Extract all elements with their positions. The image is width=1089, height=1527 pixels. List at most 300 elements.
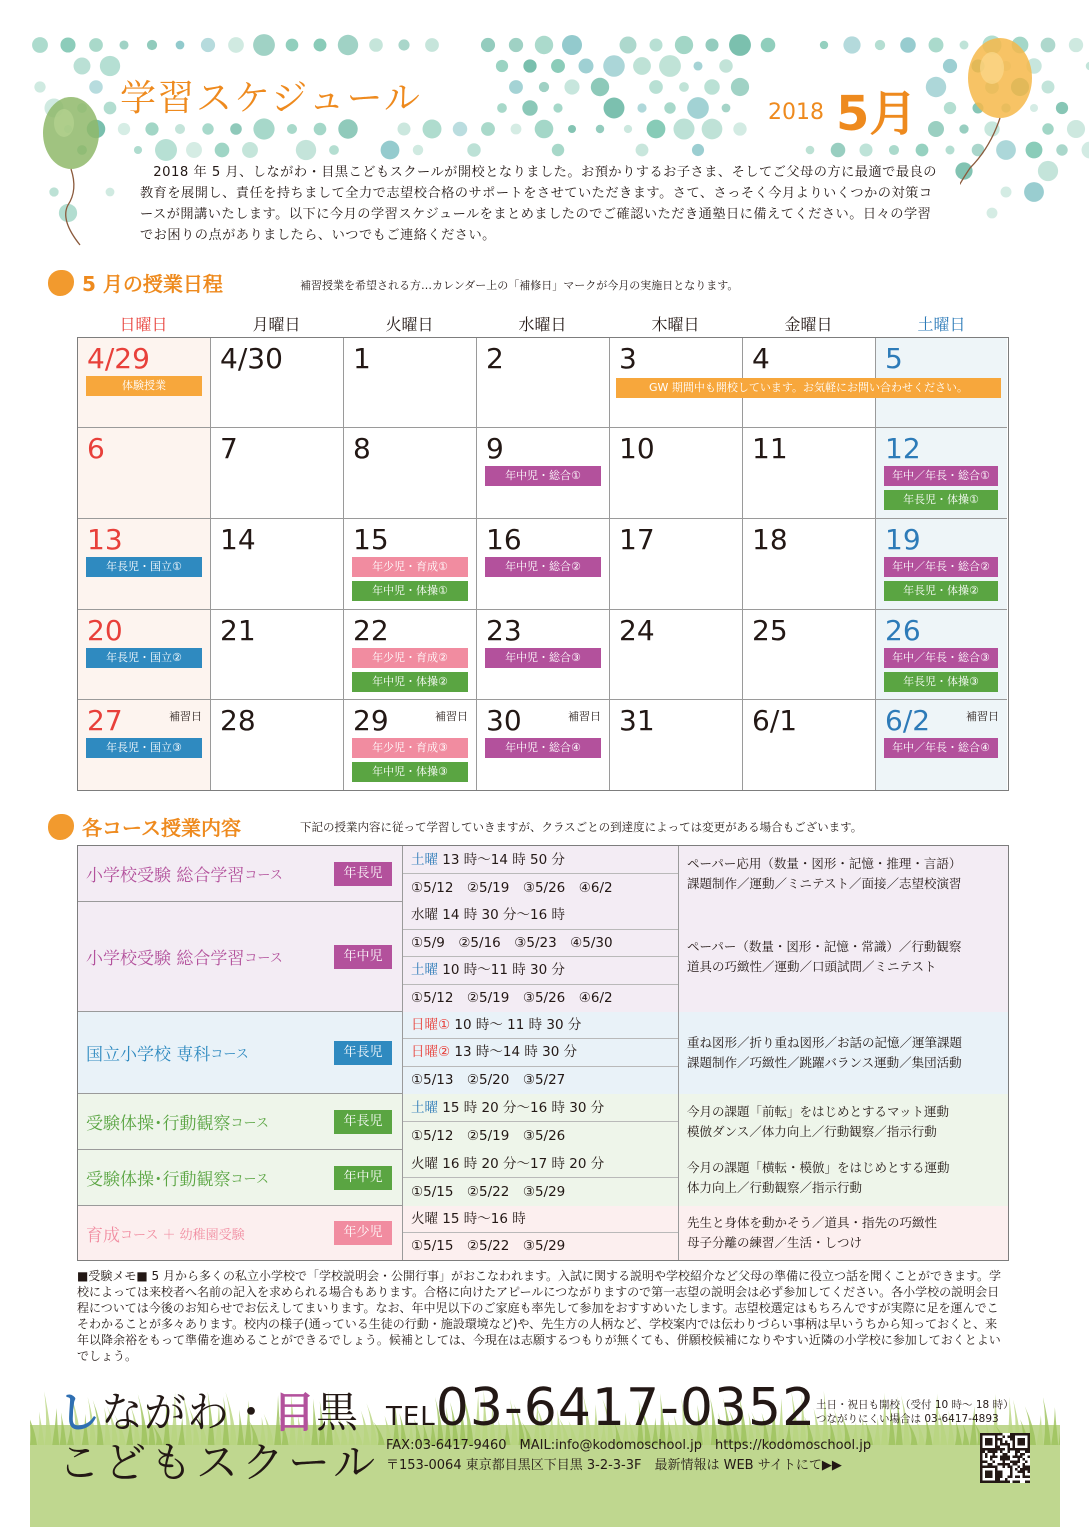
decor-dot (1038, 161, 1058, 181)
day-number: 6/1 (752, 704, 798, 737)
day-number: 16 (486, 523, 522, 556)
day-number: 29 (353, 704, 389, 737)
decor-dot (145, 122, 158, 135)
calendar-day-cell (610, 428, 743, 519)
qr-module (1020, 1471, 1023, 1474)
qr-module (998, 1433, 1001, 1436)
schedule-day: 火曜 (411, 1211, 438, 1227)
calendar-day-cell (743, 428, 876, 519)
day-number: 6/2 (885, 704, 931, 737)
weekday-label: 金曜日 (784, 315, 833, 334)
qr-module (988, 1463, 991, 1466)
qr-module (980, 1443, 983, 1446)
qr-module (1018, 1441, 1021, 1444)
qr-module (1015, 1463, 1018, 1466)
qr-module (995, 1473, 998, 1476)
qr-module (988, 1448, 991, 1451)
decor-dot (296, 140, 316, 160)
qr-module (1013, 1461, 1016, 1464)
qr-module (995, 1441, 998, 1444)
qr-module (988, 1466, 991, 1469)
schedule-day: 日曜② (411, 1044, 451, 1061)
decor-dot (1082, 142, 1089, 159)
course-row (78, 1150, 1008, 1206)
decor-dot (89, 38, 103, 52)
qr-module (1028, 1476, 1031, 1479)
qr-module (998, 1448, 1001, 1451)
qr-module (995, 1438, 998, 1441)
qr-module (995, 1466, 998, 1469)
qr-module (1015, 1451, 1018, 1454)
calendar-grid (77, 337, 1009, 791)
schedule-day: 土曜 (411, 962, 438, 978)
decor-dot (673, 118, 694, 139)
qr-module (998, 1446, 1001, 1449)
school-name-part: 黒 (316, 1388, 360, 1437)
qr-module (993, 1448, 996, 1451)
calendar-day-cell (344, 338, 477, 428)
school-name-line2: こどもスクール (58, 1438, 380, 1487)
schedule-time (403, 957, 678, 985)
calendar-day-cell (743, 610, 876, 700)
day-number: 19 (885, 523, 921, 556)
decor-dot (100, 56, 120, 76)
weekday-label: 月曜日 (252, 315, 301, 334)
qr-module (988, 1471, 991, 1474)
qr-module (1023, 1466, 1026, 1469)
description-line: 体力向上／行動観察／指示行動 (687, 1180, 863, 1195)
qr-module (980, 1441, 983, 1444)
description-line: 今月の課題「横転・模倣」をはじめとする運動 (687, 1160, 950, 1175)
qr-module (1008, 1443, 1011, 1446)
qr-module (1000, 1463, 1003, 1466)
course-name-suffix: コース (230, 1116, 269, 1131)
schedule-dates: ①5/12 ②5/19 ③5/26 ④6/2 (411, 880, 613, 896)
qr-module (1020, 1468, 1023, 1471)
qr-module (985, 1438, 988, 1441)
day-number: 2 (486, 342, 504, 375)
course-name-suffix: コース (244, 951, 283, 966)
qr-module (1003, 1463, 1006, 1466)
contact-fax-mail-url[interactable]: FAX:03-6417-9460 MAIL:info@kodomoschool.jp https://kodomoschool.jp (386, 1438, 872, 1453)
qr-module (1000, 1448, 1003, 1451)
schedule-day: 土曜 (411, 852, 438, 868)
qr-module (980, 1471, 983, 1474)
qr-module (1023, 1458, 1026, 1461)
schedule-time (403, 1206, 678, 1233)
day-number: 26 (885, 614, 921, 647)
courses-section-heading (48, 812, 241, 841)
qr-module (1013, 1443, 1016, 1446)
schedule-dates: ①5/9 ②5/16 ③5/23 ④5/30 (403, 930, 678, 958)
qr-module (983, 1461, 986, 1464)
grade-badge: 年中児 (334, 1166, 392, 1190)
makeup-day-mark: 補習日 (966, 710, 999, 723)
makeup-day-mark: 補習日 (568, 710, 601, 723)
class-tag: 年長児・国立② (86, 648, 202, 668)
calendar-day-cell (211, 519, 344, 610)
qr-module (1015, 1481, 1018, 1484)
qr-module (1015, 1433, 1018, 1436)
day-number: 31 (619, 704, 655, 737)
qr-module (1028, 1433, 1031, 1436)
calendar-day-cell (876, 700, 1007, 790)
decor-dot (1056, 102, 1068, 114)
qr-module (980, 1463, 983, 1466)
qr-module (995, 1436, 998, 1439)
day-number: 25 (752, 614, 788, 647)
qr-module (1025, 1481, 1028, 1484)
decor-dot (564, 79, 579, 94)
day-number: 27 (87, 704, 123, 737)
decor-dot (889, 145, 899, 155)
decor-dot (314, 123, 327, 136)
decor-dot (119, 40, 128, 49)
qr-module (985, 1448, 988, 1451)
day-number: 20 (87, 614, 123, 647)
decor-dot (562, 35, 582, 55)
day-number: 15 (353, 523, 389, 556)
decor-dot (481, 38, 495, 52)
qr-module (983, 1451, 986, 1454)
course-name-main: 受験体操･行動観察 (86, 1170, 231, 1190)
description-line: 先生と身体を動かそう／道具・指先の巧緻性 (687, 1215, 938, 1230)
decor-dot (253, 34, 275, 56)
schedule-day: 火曜 (411, 1156, 438, 1172)
decor-dot (761, 38, 776, 53)
qr-module (1003, 1448, 1006, 1451)
qr-module (1010, 1476, 1013, 1479)
day-number: 21 (220, 614, 256, 647)
description-line: ペーパー（数量・図形・記憶・常識）／行動観察 (687, 939, 962, 954)
weekday-label: 土曜日 (917, 315, 966, 334)
schedule-day: 土曜 (411, 1100, 438, 1116)
qr-module (1018, 1456, 1021, 1459)
course-name-main: 小学校受験 総合学習 (86, 949, 245, 969)
qr-module (983, 1448, 986, 1451)
day-number: 14 (220, 523, 256, 556)
decor-dot (722, 104, 731, 113)
qr-module (1020, 1441, 1023, 1444)
phone-number[interactable] (386, 1378, 816, 1438)
decor-dot (522, 100, 537, 115)
schedule-dates: ①5/12 ②5/19 ③5/26 ④6/2 (411, 989, 613, 1006)
decor-dot (228, 37, 244, 53)
schedule-time (403, 902, 678, 930)
description-line: ペーパー応用（数量・図形・記憶・推理・言語） (687, 856, 962, 871)
qr-module (1013, 1446, 1016, 1449)
qr-module (1008, 1458, 1011, 1461)
calendar-day-cell (344, 610, 477, 700)
qr-module (1013, 1433, 1016, 1436)
qr-module (980, 1436, 983, 1439)
decor-dot (733, 122, 746, 135)
qr-module (1010, 1461, 1013, 1464)
qr-module (988, 1451, 991, 1454)
courses-section-title: 各コース授業内容 (82, 816, 241, 840)
qr-module (998, 1473, 1001, 1476)
orange-blob-icon (48, 270, 74, 296)
day-number: 7 (220, 432, 238, 465)
course-schedule (403, 846, 679, 902)
day-number: 3 (619, 342, 637, 375)
calendar-day-cell (78, 700, 211, 790)
calendar-day-cell (610, 700, 743, 790)
qr-module (993, 1453, 996, 1456)
qr-module (1028, 1448, 1031, 1451)
calendar-day-cell (78, 519, 211, 610)
qr-module (980, 1473, 983, 1476)
qr-module (990, 1476, 993, 1479)
day-number: 28 (220, 704, 256, 737)
qr-module (1015, 1476, 1018, 1479)
qr-module (1005, 1441, 1008, 1444)
decor-dot (603, 55, 625, 77)
course-description (679, 1094, 1008, 1150)
decor-dot (413, 145, 423, 155)
qr-module (1020, 1433, 1023, 1436)
qr-module (985, 1456, 988, 1459)
qr-module (1000, 1481, 1003, 1484)
schedule-time (403, 1150, 678, 1178)
schedule-day: 日曜① (411, 1017, 451, 1033)
class-tag: 年長児・国立① (86, 557, 202, 577)
qr-module (1003, 1481, 1006, 1484)
day-number: 30 (486, 704, 522, 737)
qr-module (1010, 1436, 1013, 1439)
qr-module (990, 1441, 993, 1444)
class-tag: 年中児・体操① (352, 581, 468, 601)
qr-module (1028, 1438, 1031, 1441)
decor-dot (287, 124, 297, 134)
qr-module (1005, 1456, 1008, 1459)
qr-module (985, 1441, 988, 1444)
qr-module (1015, 1456, 1018, 1459)
course-schedule (403, 1150, 679, 1206)
course-row (78, 1094, 1008, 1150)
qr-module (1018, 1433, 1021, 1436)
qr-module (1008, 1448, 1011, 1451)
qr-module (1013, 1448, 1016, 1451)
qr-module (1028, 1466, 1031, 1469)
qr-module (995, 1448, 998, 1451)
grade-badge: 年長児 (334, 862, 392, 886)
decor-dot (692, 144, 704, 156)
qr-module (1003, 1453, 1006, 1456)
qr-module (1005, 1458, 1008, 1461)
decor-dot (843, 36, 860, 53)
qr-module (1005, 1481, 1008, 1484)
decor-dot (875, 40, 885, 50)
qr-module (990, 1471, 993, 1474)
qr-module (1028, 1441, 1031, 1444)
decor-dot (916, 144, 929, 157)
qr-module (1013, 1441, 1016, 1444)
description-line: 課題制作／巧緻性／跳躍バランス運動／集団活動 (687, 1055, 962, 1070)
gw-banner: GW 期間中も開校しています。お気軽にお問い合わせください。 (616, 378, 1001, 398)
weekday-label: 日曜日 (119, 315, 168, 334)
qr-module (983, 1466, 986, 1469)
decor-dot (944, 102, 956, 114)
qr-module (998, 1478, 1001, 1481)
decor-dot (636, 144, 649, 157)
school-name-part: ながわ・ (101, 1388, 274, 1437)
course-row (78, 846, 1008, 902)
decor-dot (647, 120, 666, 139)
qr-module (1028, 1446, 1031, 1449)
decor-dot (579, 59, 594, 74)
decor-dot (1056, 144, 1067, 155)
decor-dot (176, 41, 185, 50)
day-number: 11 (752, 432, 788, 465)
course-description (679, 902, 1008, 1012)
qr-module (988, 1443, 991, 1446)
decor-dot (624, 125, 632, 133)
schedule-time (403, 1094, 678, 1122)
qr-module (985, 1453, 988, 1456)
qr-module (990, 1481, 993, 1484)
calendar-day-cell (78, 428, 211, 519)
decor-dot (946, 146, 955, 155)
decor-dot (286, 39, 299, 52)
qr-module (998, 1438, 1001, 1441)
day-number: 9 (486, 432, 504, 465)
calendar-section-title: 5 月の授業日程 (82, 272, 223, 296)
qr-module (1015, 1468, 1018, 1471)
orange-balloon-icon (960, 38, 1040, 198)
class-tag: 年中／年長・総合① (884, 466, 998, 486)
decor-dot (1042, 81, 1055, 94)
decor-dot (1041, 38, 1056, 53)
qr-module (1023, 1441, 1026, 1444)
class-tag: 年中／年長・総合④ (884, 738, 998, 758)
decor-dot (134, 146, 142, 154)
qr-module (988, 1433, 991, 1436)
calendar-day-cell (477, 428, 610, 519)
description-line: 今月の課題「前転」をはじめとするマット運動 (687, 1104, 950, 1119)
qr-module (1000, 1451, 1003, 1454)
decor-dot (242, 142, 258, 158)
schedule-day: 水曜 (411, 907, 438, 923)
qr-module (1020, 1438, 1023, 1441)
qr-module (988, 1438, 991, 1441)
day-number: 5 (885, 342, 903, 375)
qr-code-icon[interactable] (980, 1433, 1030, 1483)
day-number: 13 (87, 523, 123, 556)
decor-dot (620, 37, 637, 54)
qr-module (1020, 1448, 1023, 1451)
calendar-day-cell (477, 519, 610, 610)
decor-dot (633, 57, 651, 75)
qr-module (1023, 1471, 1026, 1474)
qr-module (1018, 1448, 1021, 1451)
qr-module (1023, 1448, 1026, 1451)
qr-module (1000, 1471, 1003, 1474)
decor-dot (155, 139, 177, 161)
decor-dot (215, 143, 230, 158)
qr-module (1008, 1436, 1011, 1439)
qr-module (1025, 1466, 1028, 1469)
decor-dot (664, 102, 675, 113)
qr-module (1018, 1471, 1021, 1474)
class-tag: 年中児・体操② (352, 672, 468, 692)
calendar-day-cell (876, 610, 1007, 700)
decor-dot (552, 144, 564, 156)
qr-module (998, 1463, 1001, 1466)
decor-dot (539, 82, 549, 92)
grade-badge: 年中児 (334, 945, 392, 969)
decor-dot (831, 143, 846, 158)
qr-module (1028, 1468, 1031, 1471)
decor-dot (523, 59, 536, 72)
qr-module (1020, 1456, 1023, 1459)
course-name-main: 小学校受験 総合学習 (86, 866, 245, 886)
decor-dot (253, 118, 274, 139)
qr-module (1000, 1456, 1003, 1459)
day-number: 4/29 (87, 342, 150, 375)
decor-dot (397, 122, 410, 135)
qr-module (1003, 1461, 1006, 1464)
decor-dot (687, 97, 709, 119)
description-line: 母子分離の練習／生活・しつけ (687, 1235, 863, 1250)
course-schedule (403, 902, 679, 1012)
qr-module (1003, 1443, 1006, 1446)
qr-module (1028, 1451, 1031, 1454)
decor-dot (705, 38, 718, 51)
qr-module (1020, 1453, 1023, 1456)
qr-module (995, 1468, 998, 1471)
qr-module (1028, 1481, 1031, 1484)
qr-module (1010, 1468, 1013, 1471)
decor-dot (32, 37, 48, 53)
schedule-time (403, 1012, 678, 1039)
qr-module (1005, 1463, 1008, 1466)
qr-module (1018, 1481, 1021, 1484)
qr-module (1015, 1453, 1018, 1456)
qr-module (985, 1471, 988, 1474)
qr-module (980, 1448, 983, 1451)
day-number: 18 (752, 523, 788, 556)
decor-dot (596, 125, 604, 133)
calendar-day-cell (78, 610, 211, 700)
month-label: 5月 (836, 86, 918, 142)
qr-module (1000, 1433, 1003, 1436)
calendar-day-cell (477, 700, 610, 790)
intro-paragraph: 2018 年 5 月、しながわ・目黒こどもスクールが開校となりました。お預かりするお子さま、そしてご父母の方に最適で最良の教育を展開し、責任を持ちまして全力で志望校合格のサポートをさせていただきます。さて、さっそく今月よりいくつかの対策コースが開講いたします。以下に今月の学習スケジュールをまとめましたのでご確認いただき通塾日に備えてください。日々の学習でお困りの点がありましたら、いつでもご連絡ください。 (140, 165, 937, 243)
schedule-hours: 14 時 30 分～16 時 (438, 907, 565, 923)
qr-module (995, 1456, 998, 1459)
decor-dot (568, 125, 576, 133)
qr-module (980, 1458, 983, 1461)
qr-module (980, 1451, 983, 1454)
schedule-hours: 13 時～14 時 30 分 (450, 1044, 578, 1061)
qr-module (993, 1466, 996, 1469)
calendar-day-cell (743, 519, 876, 610)
decor-dot (329, 145, 339, 155)
day-number: 17 (619, 523, 655, 556)
qr-module (988, 1473, 991, 1476)
decor-dot (659, 55, 681, 77)
qr-module (990, 1451, 993, 1454)
qr-module (1008, 1466, 1011, 1469)
decor-dot (74, 58, 91, 75)
qr-module (1025, 1448, 1028, 1451)
qr-module (993, 1461, 996, 1464)
decor-dot (928, 121, 944, 137)
schedule-hours: 13 時～14 時 50 分 (438, 852, 565, 868)
qr-module (1025, 1476, 1028, 1479)
schedule-hours: 16 時 20 分～17 時 20 分 (438, 1156, 605, 1172)
